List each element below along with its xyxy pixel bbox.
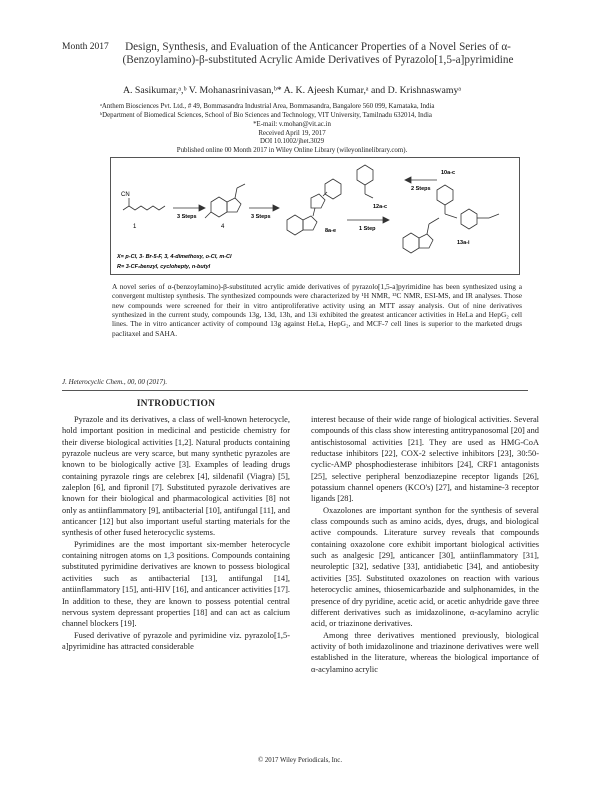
paragraph: Among three derivatives mentioned previously, biological activity of both imidazolinone and triazinone derivatives were well established in the literature, whereas the biological importance of α-acylamino acrylic [311,630,539,674]
paragraph: interest because of their wide range of biological activities. Several compounds of this class show interesting antitrypanosomal [20] and antischistosomal activities [21]. They are used as HMG-CoA reductase inhibitors [22], COX-2 selective inhibitors [23], 30:50-cyclic-AMP phosphodiesterase inhibitors [24], CRF1 antagonists [25], selective peripheral benzodiazepine receptor ligands [26], potassium channel openers (KCO's) [27], and histamine-3 receptor ligands [28]. [311,415,539,504]
abstract: A novel series of α-(benzoylamino)-β-substituted acrylic amide derivatives of pyrazolo[1,5-a]pyrimidine has been synthesized using a convergent multistep synthesis. The synthesized compounds were characterized by ¹H NMR, ¹³C NMR, ESI-MS, and IR analyses. Those new compounds were screened for their in vitro antiproliferative activity using an MTT assay analysis. Out of nine derivatives synthesized in the current study, compounds 13g, 13d, 13h, and 13i exhibited the greatest anticancer activities in HeLa and HepG₂ cell lines. The in vitro anticancer activity of compound 13g against HeLa, HepG₂, and MCF-7 cell lines is superior to the marketed drugs paclitaxel and SAHA. [112,282,522,338]
published-line: Published online 00 Month 2017 in Wiley Online Library (wileyonlinelibrary.com). [176,147,408,155]
compound-10-label: 10a-c [441,170,456,176]
affiliations [100,103,520,120]
section-heading: INTRODUCTION [136,399,216,409]
steps-c-label: 1 Step [359,226,376,232]
substituent-x-label: X= p-Cl, 3- Br-5-F, 3, 4-dimethoxy, o-Cl, m-Cl [117,254,232,260]
author-list: A. Sasikumar,ᵃ,ᵇ V. Mohanasrinivasan,ᵇ* A. K. Ajeesh Kumar,ᵃ and D. Krishnaswamyᵃ [122,85,462,96]
steps-b-label: 3 Steps [251,214,271,220]
paper-title: Design, Synthesis, and Evaluation of the Anticancer Properties of a Novel Series of α-(Benzoylamino)-β-substituted Acrylic Amide Derivatives of Pyrazolo[1,5-a]pyrimidine [122,41,514,67]
synthesis-scheme [110,157,520,275]
substituent-r-label: R= 3-CF₃benzyl, cyclohepty, n-butyl [117,264,211,270]
paragraph: Pyrimidines are the most important six-member heterocycle containing nitrogen atoms on 1,3 positions. Compounds containing substituted pyrimidine derivatives are known to possess biological activities such as antibacterial [13], antifungal [14], antiinflammatory [15], anti-HIV [16], and anticancer activities [17]. In addition to these, they are known to possess potential central nervous system depressant properties [18] and can act as calcium channel blockers [19]. [62,539,290,629]
compound-12-label: 12a-c [373,204,388,210]
paragraph: Oxazolones are important synthon for the synthesis of several class compounds such as amino acids, dyes, drugs, and biological active compounds. Literature survey reveals that compounds containing oxazolone core exhibit important biological activities such as analgesic [29], anticancer [30], antiinflammatory [31], neuroleptic [32], sedative [33], antidiabetic [34], and antiobesity activities [35]. Substituted oxazolones on reaction with various heterocyclic amines, thiosemicarbazide and sulphonamides, in the presence of dry pyridine, acetic acid, or acetic anhydride gave three different derivatives such as imidazolinone, α-acylamino acrylic acid, or triazinone derivatives. [311,505,539,629]
copyright-footer: © 2017 Wiley Periodicals, Inc. [257,757,343,764]
compound-4-label: 4 [221,224,225,230]
reagent-label: CN [121,192,130,198]
affiliation-b: ᵇDepartment of Biomedical Sciences, School of Bio Sciences and Technology, VIT University, Tamilnadu 632014, India [100,111,432,119]
journal-citation: J. Heterocyclic Chem., 00, 00 (2017). [62,378,168,386]
compound-8-label: 8a-e [325,228,337,234]
body-column-right [311,414,539,675]
doi-line[interactable]: DOI 10.1002/jhet.3029 [259,138,325,146]
scheme-graphic [111,158,519,274]
article-meta [62,121,522,156]
paragraph: Pyrazole and its derivatives, a class of well-known heterocycle, hold important position in medicinal and pesticide chemistry for their diverse biological activities [1,2]. Natural products containing pyrazole nucleus are very scarce, but many synthetic pyrazoles are known to be biologically active [3]. Examples of leading drugs containing pyrazole rings are celebrex [4], sildenafil (Viagra) [5], zaleplon [6], and fipronil [7]. Substituted pyrazole derivatives are known for their biological and pharmacological activities [8] not only as antiinflammatory [9], antibacterial [10], antifungal [11], and anticancer [12] but also important useful starting materials for the synthesis of other fused heterocyclic systems. [62,415,290,538]
affiliation-a: ᵃAnthem Biosciences Pvt. Ltd., # 49, Bommasandra Industrial Area, Bommasandra, Bangalore 560 099, Karnataka, India [100,103,435,110]
journal-month: Month 2017 [62,42,109,52]
section-divider [62,390,528,391]
received-date: Received April 19, 2017 [258,129,326,137]
body-column-left [62,414,290,652]
steps-a-label: 3 Steps [177,214,197,220]
steps-d-label: 2 Steps [411,186,431,192]
paragraph: Fused derivative of pyrazole and pyrimidine viz. pyrazolo[1,5-a]pyrimidine has attracted considerable [62,630,290,651]
email-line[interactable]: *E-mail: v.mohan@vit.ac.in [253,121,331,128]
compound-13-label: 13a-i [457,240,470,246]
compound-1-label: 1 [133,224,137,230]
